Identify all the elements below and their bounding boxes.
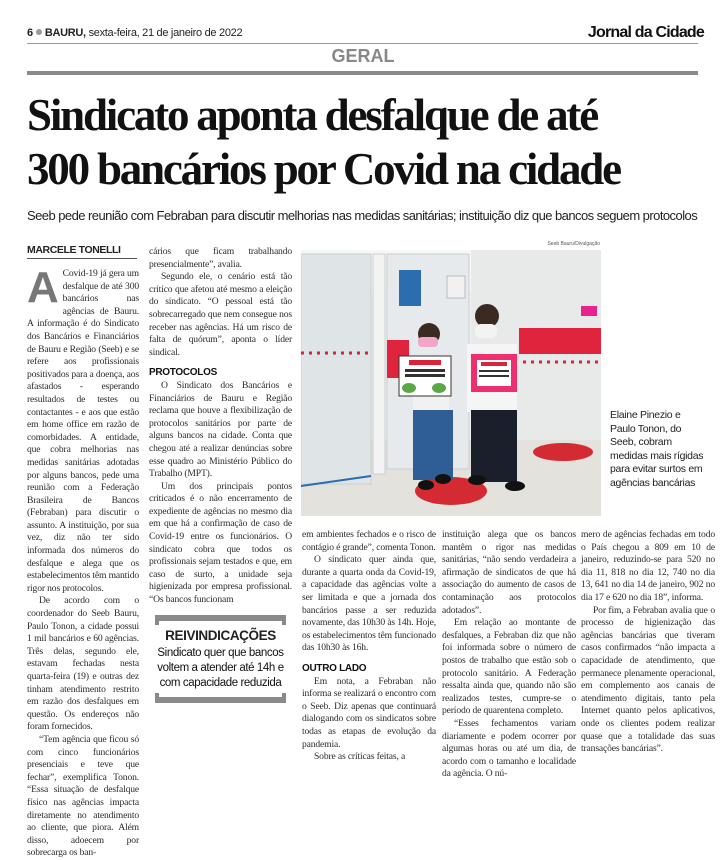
section-divider	[27, 71, 698, 75]
article-column-3	[302, 529, 436, 764]
paragraph: O Sindicato dos Bancários e Financiários de Bauru e Região reclama que houve a flexibilização de protocolos sanitários por parte de alguns bancos na cidade. Conta que chegou até a realizar denúncias sobre esse quadro ao Ministério Público do Trabalho (MPT).	[149, 379, 292, 480]
subtitle-outro-lado: OUTRO LADO	[302, 662, 367, 674]
bank-agency-photo	[301, 250, 601, 516]
photo-caption: Elaine Pinezio e Paulo Tonon, do Seeb, cobram medidas mais rígidas para evitar surtos em agências bancárias	[610, 409, 704, 489]
paragraph: O sindicato quer ainda que, durante a quarta onda da Covid-19, a capacidade das agências volte a ser limitada e que a jornada dos bancários passe a ser reduzida novamente, das 10h30 às 14h. Hoje, os estabelecimentos têm funcionado das 10h30 às 16h.	[302, 554, 436, 654]
section-title: GERAL	[331, 46, 395, 66]
header-divider	[27, 43, 698, 44]
subtitle-protocolos: PROTOCOLOS	[149, 367, 217, 379]
box-bottom-bar	[155, 697, 286, 703]
highlight-box-title: REIVINDICAÇÕES	[165, 627, 276, 643]
paragraph: Em relação ao montante de desfalques, a Febraban diz que não foi informada sobre o número de postos de trabalho que estão sob o protocolo sanitário. A Federação ressalta ainda que, quando não são realizados testes, cumpre-se o período de quarentena completo.	[442, 617, 576, 717]
headline	[27, 88, 717, 196]
paragraph: mero de agências fechadas em todo o País chegou a 809 em 10 de janeiro, reduzindo-se para 520 no dia 11, 818 no dia 12, 740 no dia 13, 641 no dia 14 de janeiro, 902 no dia 17 e 620 no dia 18”, informa.	[581, 529, 715, 603]
paragraph-text: Covid-19 já gera um desfalque de até 300 bancários nas agências de Bauru. A informação é do Sindicato dos Bancários e Financiários de Bauru e Região (Seeb) e se refere aos profissionais positivados para a doença, aos afastados - esperando resultados de testes ou contactantes - e aos que estão em home office em razão de comorbidades. A entidade, que cobra melhorias nas medidas sanitárias adotadas por alguns bancos, pede uma reunião com a Federação Brasileira de Bancos (Febraban) para discutir o assunto. A instituição, por sua vez, diz não ter sido informada dos números do desfalque e alega que os estabelecimentos têm mantido rigor nos protocolos.	[27, 268, 139, 594]
headline-line-2: 300 bancários por Covid na cidade	[27, 144, 620, 194]
article-column-1	[27, 263, 139, 860]
author-name: MARCELE TONELLI	[27, 244, 121, 256]
city: BAURU,	[44, 27, 86, 39]
photo-credit: Seeb Bauru/Divulgação	[547, 241, 600, 247]
paragraph: “Tem agência que ficou só com cinco funcionários presenciais e teve que fechar”, exemplifica Tonon. “Essa situação de desfalque físico nas agências impacta diretamente no atendimento ao cliente, que piora. Além disso, adoecem por sobrecarga os ban-	[27, 733, 139, 859]
paragraph: instituição alega que os bancos mantêm o rigor nas medidas sanitárias, “não sendo verdadeira a afirmação de sindicatos de que há associação do aumento de casos de contaminação aos protocolos adotados”.	[442, 529, 576, 616]
paragraph: De acordo com o coordenador do Seeb Bauru, Paulo Tonon, a cidade possui 1 mil bancários e 60 agências. Três delas, segundo ele, estavam fechadas nesta quarta-feira (19) e outras dez tinham atendimento restrito em razão dos desfalques em questão. Os endereços não foram fornecidos.	[27, 595, 139, 733]
drop-cap: A	[27, 263, 59, 312]
bullet-dot	[36, 29, 42, 35]
paragraph: Segundo ele, o cenário está tão crítico que afetou até mesmo a eleição do sindicato. “O pessoal está tão sobrecarregado que nem consegue nos receber nas agências. Há um risco de falta de quórum”, aponta o líder sindical.	[149, 271, 292, 358]
article-column-4	[442, 529, 576, 781]
byline	[27, 244, 137, 259]
paragraph: “Esses fechamentos variam diariamente e podem ocorrer por algumas horas ou até um dia, de acordo com o tamanho e localidade da agência. O nú-	[442, 717, 576, 780]
paragraph: Sobre as críticas feitas, a	[314, 751, 406, 763]
date: sexta-feira, 21 de janeiro de 2022	[88, 27, 243, 39]
article-photo	[301, 250, 601, 516]
box-top-bar	[155, 615, 286, 621]
newspaper-logo: Jornal da Cidade	[587, 24, 704, 41]
headline-line-1: Sindicato aponta desfalque de até	[27, 90, 597, 140]
highlight-box-wrapper	[149, 615, 292, 703]
article-column-2	[149, 246, 292, 703]
highlight-box-text: Sindicato quer que bancos voltem a atender até 14h e com capacidade reduzida	[157, 646, 284, 689]
page-header	[27, 27, 242, 43]
paragraph: Por fim, a Febraban avalia que o processo de higienização das agências bancárias que tiveram casos confirmados “não impacta a capacidade de atendimento, que permanece plenamente operacional, em complemento aos canais de atendimento digitais, tanto pela Internet quanto pelos aplicativos, onde os clientes podem realizar quase que a totalidade das suas transações bancárias”.	[581, 604, 715, 755]
paragraph: em ambientes fechados e o risco de contágio é grande”, comenta Tonon.	[302, 529, 436, 553]
paragraph: Um dos principais pontos criticados é o não encerramento de expediente de agências no mesmo dia em que há a confirmação de caso de Covid-19 entre os funcionários. O sindicato cobra que todos os profissionais sejam testados e que, em caso de surto, a unidade seja higienizada por empresa profissional. “Os bancos funcionam	[149, 480, 292, 606]
article-column-5	[581, 529, 715, 756]
paragraph: cários que ficam trabalhando presencialmente”, avalia.	[149, 246, 292, 270]
paragraph: Em nota, a Febraban não informa se realizará o encontro com o Seeb. Diz apenas que continuará dialogando com os sindicatos sobre todas as etapas de evolução da pandemia.	[302, 675, 436, 750]
highlight-box	[149, 615, 292, 703]
paragraph	[27, 263, 139, 595]
subheadline: Seeb pede reunião com Febraban para discutir melhorias nas medidas sanitárias; instituição diz que bancos seguem protocolos	[27, 208, 698, 223]
page-number: 6	[27, 27, 33, 39]
